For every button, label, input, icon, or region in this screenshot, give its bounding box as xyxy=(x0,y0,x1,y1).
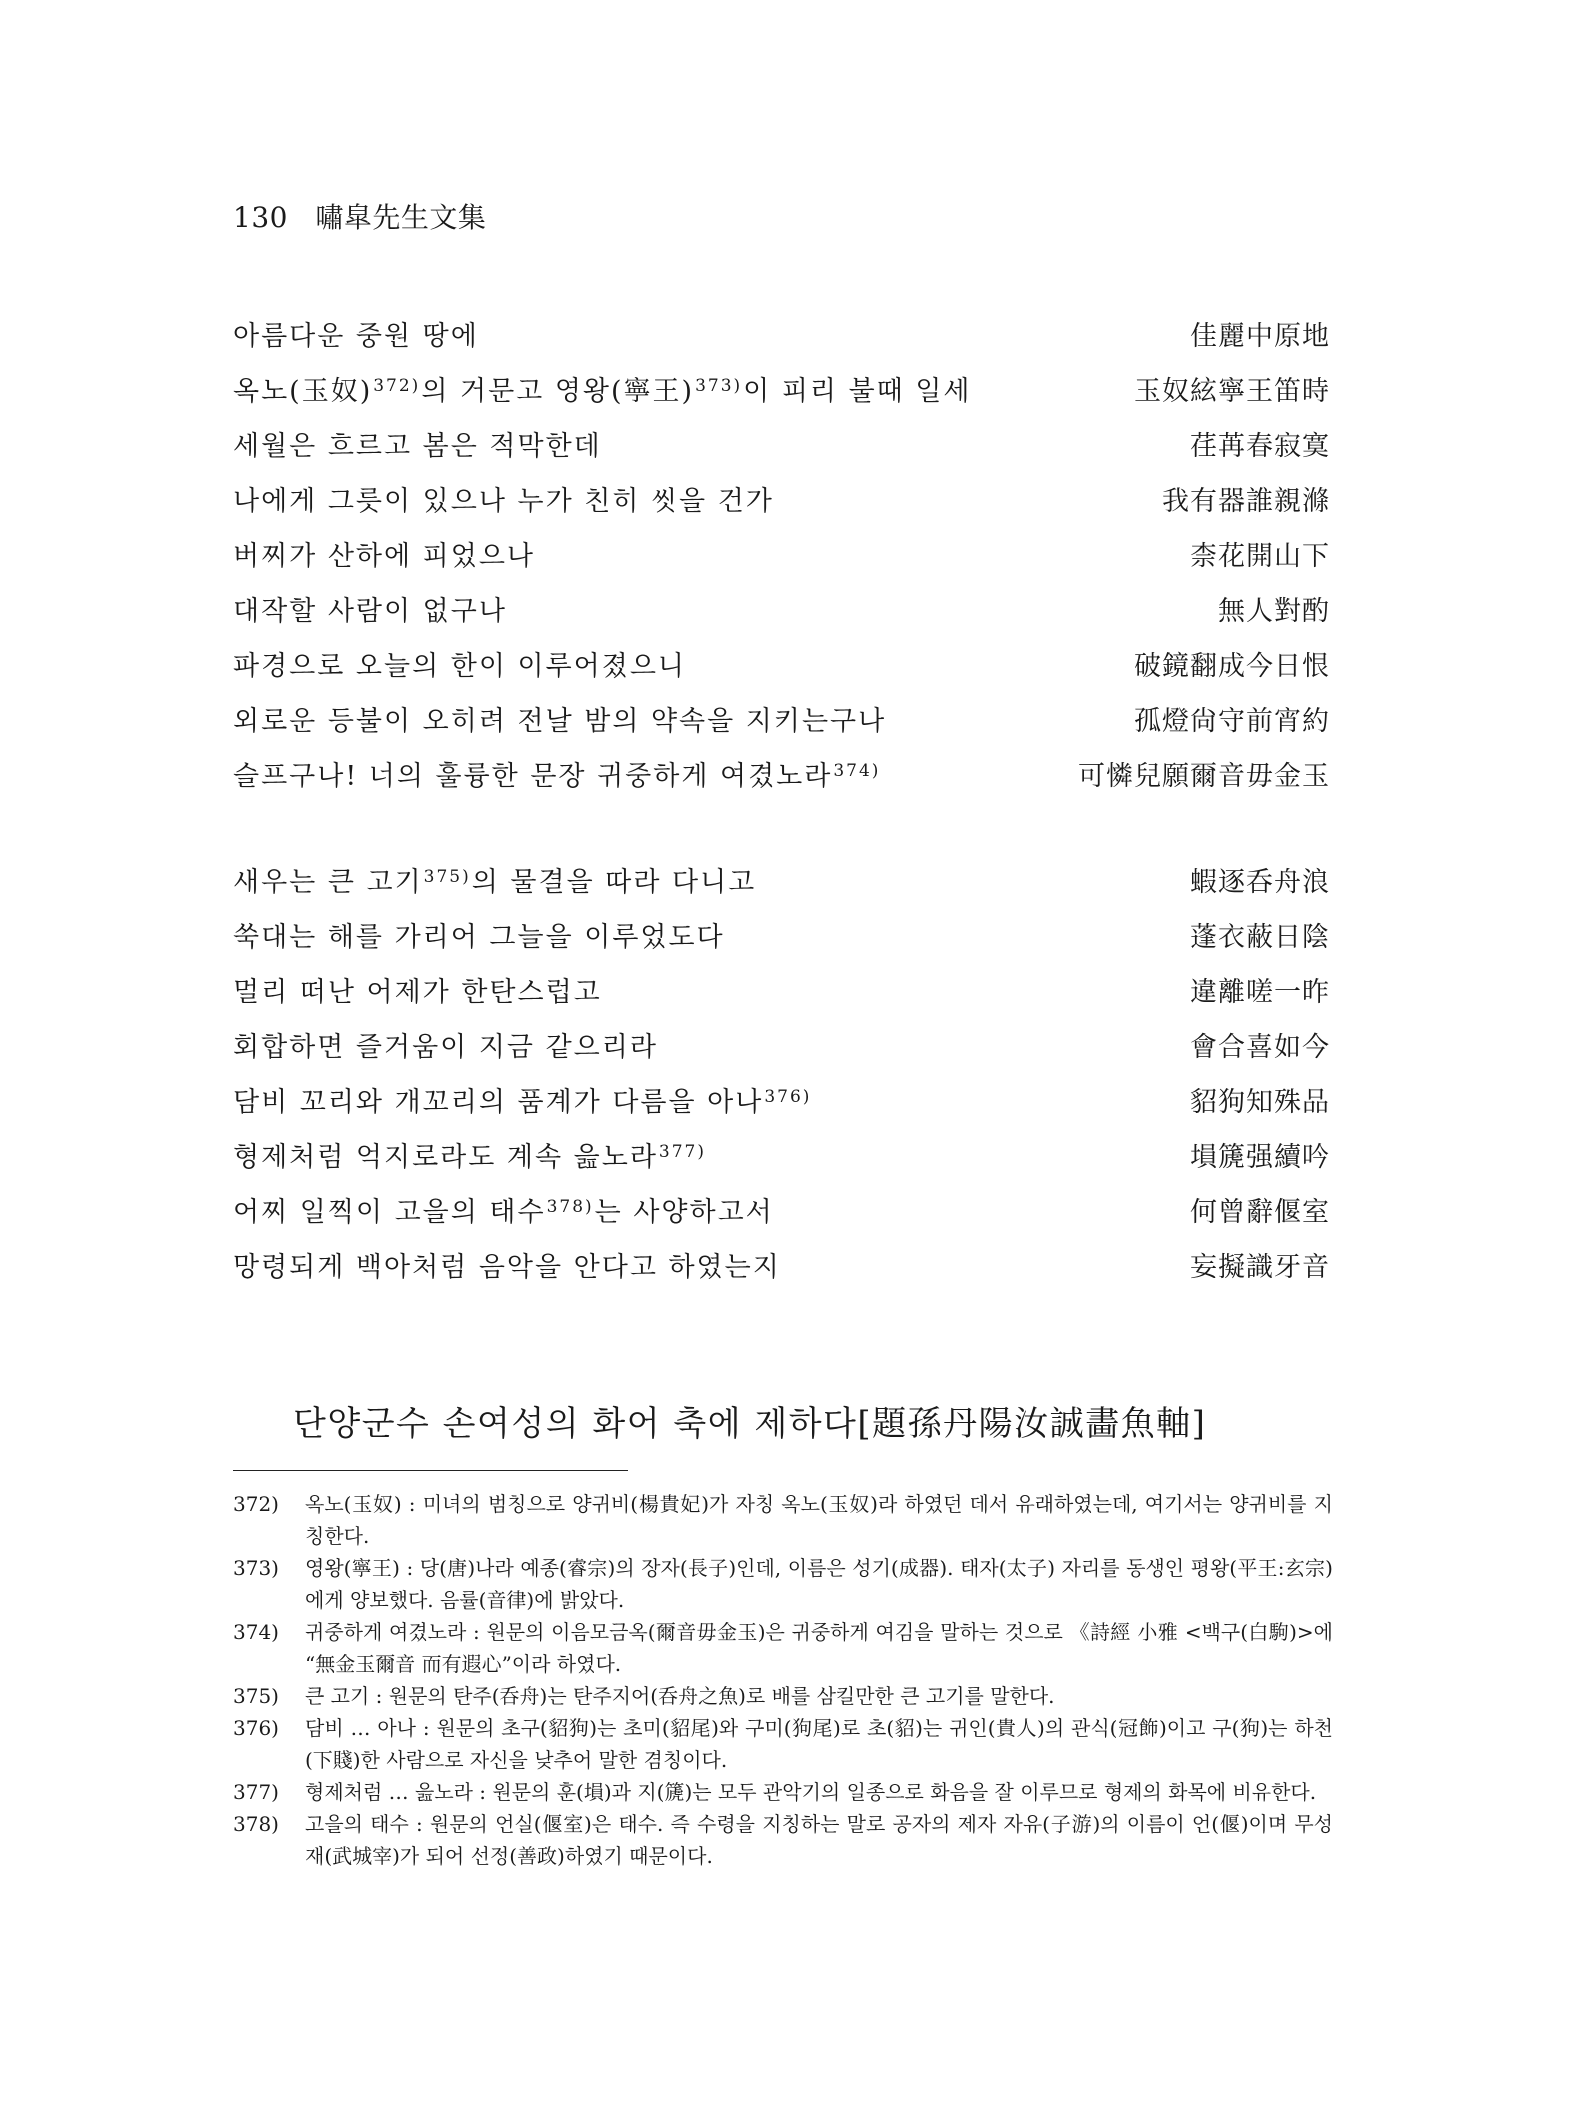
translation-text: 망령되게 백아처럼 음악을 안다고 하였는지 xyxy=(233,1252,781,1283)
poem-line xyxy=(233,306,1330,361)
hanja-original: 荏苒春寂寞 xyxy=(1190,431,1330,462)
footnote-text: 영왕(寧王) : 당(唐)나라 예종(睿宗)의 장자(長子)인데, 이름은 성기(成器). 태자(太子) 자리를 동생인 평왕(平王:玄宗)에게 양보했다. 음률(音律)에 밝았다. xyxy=(305,1556,1333,1612)
korean-translation xyxy=(233,424,602,463)
running-header xyxy=(233,196,486,236)
korean-translation xyxy=(233,754,881,793)
translation-text: 이 피리 불때 일세 xyxy=(743,376,972,407)
poem-line xyxy=(233,962,1330,1017)
translation-text: 외로운 등불이 오히려 전날 밤의 약속을 지키는구나 xyxy=(233,706,887,737)
footnote xyxy=(233,1808,1333,1872)
footnote-ref: 378) xyxy=(546,1197,594,1217)
footnote-number: 375) xyxy=(233,1684,279,1708)
translation-text: 형제처럼 억지로라도 계속 읊노라 xyxy=(233,1142,658,1173)
footnote xyxy=(233,1488,1333,1552)
poem-line xyxy=(233,361,1330,416)
book-title: 嘯皐先生文集 xyxy=(315,201,487,234)
translation-text: 의 물결을 따라 다니고 xyxy=(471,867,757,898)
hanja-original: 會合喜如今 xyxy=(1190,1032,1330,1063)
poem-line xyxy=(233,691,1330,746)
page-number: 130 xyxy=(233,201,288,234)
footnote-text: 담비 … 아나 : 원문의 초구(貂狗)는 초미(貂尾)와 구미(狗尾)로 초(貂)는 귀인(貴人)의 관식(冠飾)이고 구(狗)는 하천(下賤)한 사람으로 자신을 낮추어 말한 겸칭이다. xyxy=(305,1716,1333,1772)
hanja-original: 孤燈尙守前宵約 xyxy=(1134,706,1330,737)
footnote-number: 376) xyxy=(233,1716,279,1740)
poem-line xyxy=(233,1127,1330,1182)
translation-text: 멀리 떠난 어제가 한탄스럽고 xyxy=(233,977,602,1008)
translation-text: 나에게 그릇이 있으나 누가 친히 씻을 건가 xyxy=(233,486,774,517)
hanja-original: 貂狗知殊品 xyxy=(1190,1087,1330,1118)
korean-translation xyxy=(233,369,971,408)
poem-line xyxy=(233,1017,1330,1072)
korean-translation xyxy=(233,915,725,954)
footnote xyxy=(233,1680,1333,1712)
korean-translation xyxy=(233,1190,774,1229)
korean-translation xyxy=(233,970,602,1009)
korean-translation xyxy=(233,644,686,683)
footnote-text: 형제처럼 … 읊노라 : 원문의 훈(塤)과 지(篪)는 모두 관악기의 일종으로 화음을 잘 이루므로 형제의 화목에 비유한다. xyxy=(305,1780,1317,1804)
footnote-ref: 376) xyxy=(764,1087,812,1107)
poem-line xyxy=(233,907,1330,962)
section-title: 단양군수 손여성의 화어 축에 제하다[題孫丹陽汝誠畵魚軸] xyxy=(293,1404,1207,1444)
footnote xyxy=(233,1552,1333,1616)
poem-line xyxy=(233,1182,1330,1237)
korean-translation xyxy=(233,860,756,899)
hanja-original: 違離嗟一昨 xyxy=(1190,977,1330,1008)
footnote-number: 377) xyxy=(233,1780,279,1804)
footnote-text: 큰 고기 : 원문의 탄주(呑舟)는 탄주지어(呑舟之魚)로 배를 삼킬만한 큰 고기를 말한다. xyxy=(305,1684,1055,1708)
footnote-divider xyxy=(233,1470,628,1471)
hanja-original: 無人對酌 xyxy=(1218,596,1330,627)
hanja-original: 可憐兒願爾音毋金玉 xyxy=(1078,761,1330,792)
footnote-ref: 373) xyxy=(695,376,743,396)
poem-line xyxy=(233,416,1330,471)
korean-translation xyxy=(233,1080,812,1119)
footnote xyxy=(233,1776,1333,1808)
footnote-number: 372) xyxy=(233,1492,279,1516)
translation-text: 의 거문고 영왕(寧王) xyxy=(421,376,695,407)
korean-translation xyxy=(233,314,479,353)
korean-translation xyxy=(233,1135,707,1174)
translation-text: 담비 꼬리와 개꼬리의 품계가 다름을 아나 xyxy=(233,1087,764,1118)
translation-text: 는 사양하고서 xyxy=(594,1197,774,1228)
hanja-original: 妄擬識牙音 xyxy=(1190,1252,1330,1283)
translation-text: 옥노(玉奴) xyxy=(233,376,373,407)
footnote xyxy=(233,1712,1333,1776)
footnote-number: 373) xyxy=(233,1556,279,1580)
translation-text: 세월은 흐르고 봄은 적막한데 xyxy=(233,431,602,462)
poem-line xyxy=(233,526,1330,581)
korean-translation xyxy=(233,1245,781,1284)
hanja-original: 佳麗中原地 xyxy=(1190,321,1330,352)
korean-translation xyxy=(233,534,535,573)
footnote-text: 옥노(玉奴) : 미녀의 범칭으로 양귀비(楊貴妃)가 자칭 옥노(玉奴)라 하였던 데서 유래하였는데, 여기서는 양귀비를 지칭한다. xyxy=(305,1492,1333,1548)
footnote-number: 374) xyxy=(233,1620,279,1644)
poem-line xyxy=(233,852,1330,907)
hanja-original: 柰花開山下 xyxy=(1190,541,1330,572)
poem-line xyxy=(233,1072,1330,1127)
poem-line xyxy=(233,471,1330,526)
translation-text: 대작할 사람이 없구나 xyxy=(233,596,507,627)
korean-translation xyxy=(233,699,886,738)
translation-text: 회합하면 즐거움이 지금 같으리라 xyxy=(233,1032,658,1063)
translation-text: 어찌 일찍이 고을의 태수 xyxy=(233,1197,546,1228)
poem-line xyxy=(233,1237,1330,1292)
korean-translation xyxy=(233,589,507,628)
footnote-ref: 372) xyxy=(373,376,421,396)
translation-text: 새우는 큰 고기 xyxy=(233,867,423,898)
footnote-ref: 374) xyxy=(833,761,881,781)
footnotes xyxy=(233,1488,1333,1872)
hanja-original: 蝦逐呑舟浪 xyxy=(1190,867,1330,898)
footnote-text: 귀중하게 여겼노라 : 원문의 이음모금옥(爾音毋金玉)은 귀중하게 여김을 말하는 것으로 《詩經 小雅 <백구(白駒)>에 “無金玉爾音 而有遐心”이라 하였다. xyxy=(305,1620,1333,1676)
translation-text: 쑥대는 해를 가리어 그늘을 이루었도다 xyxy=(233,922,725,953)
poem-line xyxy=(233,746,1330,801)
poem-line xyxy=(233,581,1330,636)
hanja-original: 我有器誰親滌 xyxy=(1162,486,1330,517)
hanja-original: 塤篪强續吟 xyxy=(1190,1142,1330,1173)
translation-text: 슬프구나! 너의 훌륭한 문장 귀중하게 여겼노라 xyxy=(233,761,833,792)
poem-stanza-1 xyxy=(233,306,1330,801)
footnote-ref: 377) xyxy=(658,1142,706,1162)
footnote-text: 고을의 태수 : 원문의 언실(偃室)은 태수. 즉 수령을 지칭하는 말로 공자의 제자 자유(子游)의 이름이 언(偃)이며 무성재(武城宰)가 되어 선정(善政)하였기 때문이다. xyxy=(305,1812,1333,1868)
translation-text: 버찌가 산하에 피었으나 xyxy=(233,541,535,572)
footnote-number: 378) xyxy=(233,1812,279,1836)
translation-text: 아름다운 중원 땅에 xyxy=(233,321,479,352)
korean-translation xyxy=(233,479,774,518)
footnote-ref: 375) xyxy=(423,867,471,887)
hanja-original: 何曾辭偃室 xyxy=(1190,1197,1330,1228)
korean-translation xyxy=(233,1025,658,1064)
hanja-original: 玉奴絃寧王笛時 xyxy=(1134,376,1330,407)
poem-line xyxy=(233,636,1330,691)
translation-text: 파경으로 오늘의 한이 이루어졌으니 xyxy=(233,651,686,682)
hanja-original: 破鏡翻成今日恨 xyxy=(1134,651,1330,682)
hanja-original: 蓬衣蔽日陰 xyxy=(1190,922,1330,953)
poem-stanza-2 xyxy=(233,852,1330,1292)
footnote xyxy=(233,1616,1333,1680)
